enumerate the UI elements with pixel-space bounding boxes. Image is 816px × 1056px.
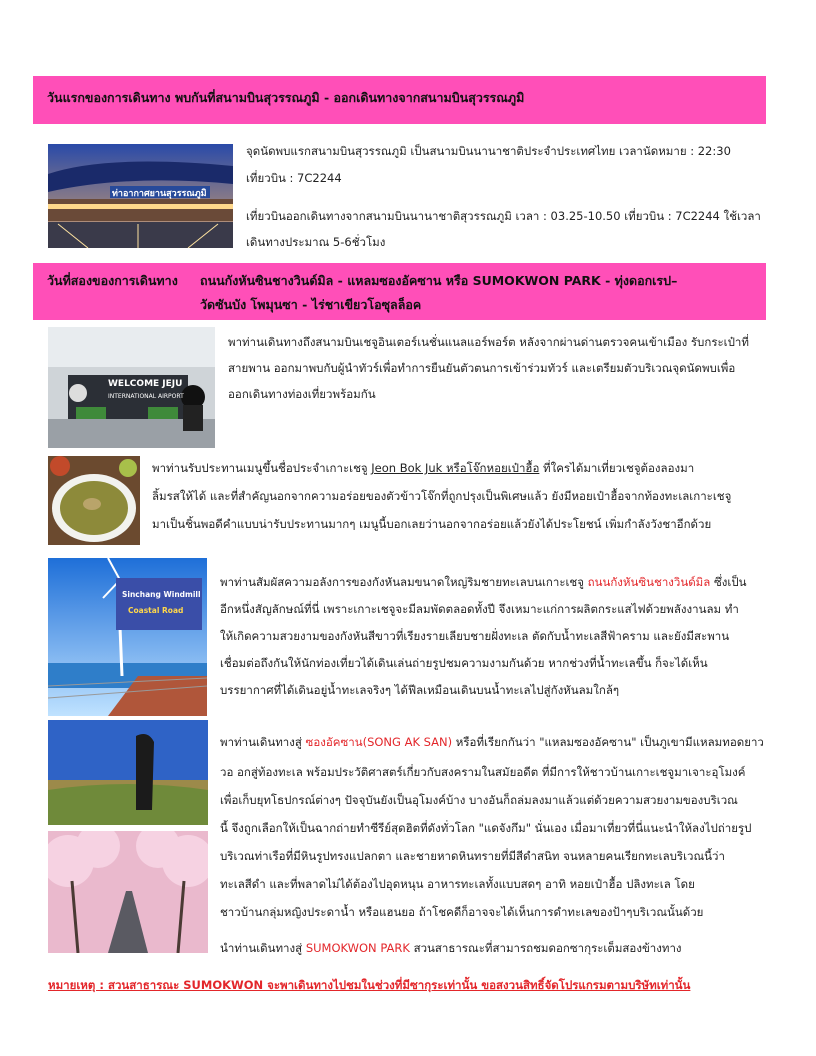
jeju-sign: WELCOME JEJU <box>108 379 183 389</box>
day1-meet-text: จุดนัดพบแรกสนามบินสุวรรณภูมิ เป็นสนามบินนานาชาติประจำประเทศไทย เวลานัดหมาย : 22:30 <box>246 144 731 158</box>
song-text-1 <box>220 730 764 754</box>
airport-sign: ท่าอากาศยานสุวรรณภูมิ <box>112 189 207 199</box>
day2-banner <box>33 263 766 320</box>
song-text-2: วอ อกสู่ท้องทะเล พร้อมประวัติศาสตร์เกี่ยวกับสงครามในสมัยอดีต ที่มีการให้ชาวบ้านเกาะเชจูมาเจาะอุโมงค์ <box>220 765 746 779</box>
song-text-5: บริเวณท่าเรือที่มีหินรูปทรงแปลกตา และชายหาดหินทรายที่มีสีดำสนิท จนหลายคนเรียกทะเลบริเวณนี้ว่า <box>220 849 725 863</box>
day2-banner-route-2: วัดซันบัง โพมุนซา - ไร่ชาเขียวโอซุลล็อค <box>200 297 422 312</box>
wind-text-2: อีกหนึ่งสัญลักษณ์ที่นี่ เพราะเกาะเชจูจะมีลมพัดตลอดทั้งปี จึงเหมาะแก่การผลิตกระแสไฟด้วยพลังงานลม ทำ <box>220 602 739 616</box>
jeju-airport-photo <box>48 327 215 448</box>
song-text-post: หรือที่เรียกกันว่า "แหลมซองอัคซาน" เป็นภูเขามีแหลมทอดยาว <box>452 735 764 749</box>
windmill-sign-2: Coastal Road <box>128 606 184 615</box>
food-link[interactable]: Jeon Bok Juk หรือโจ๊กหอยเป๋าฮื้อ <box>371 461 540 475</box>
song-text-7: ชาวบ้านกลุ่มหญิงประดาน้ำ หรือแฮนยอ ถ้าโชคดีก็อาจจะได้เห็นการดำทะเลของป้าๆบริเวณนั้นด้วย <box>220 905 704 919</box>
jeju-text-2: สายพาน ออกมาพบกับผู้นำทัวร์เพื่อทำการยืนยันตัวตนการเข้าร่วมทัวร์ และเตรียมตัวบริเวณจุดนัดพบเพื่อ <box>228 361 736 375</box>
wind-name: ถนนกังหันซินชางวินด์มิล <box>587 575 711 589</box>
jeju-sign-sub: INTERNATIONAL AIRPORT <box>108 393 184 400</box>
food-text-post: ที่ใครได้มาเที่ยวเชจูต้องลองมา <box>539 461 695 475</box>
abalone-porridge-photo <box>48 456 140 545</box>
airport-photo <box>48 144 233 248</box>
food-text-1 <box>152 456 694 480</box>
wind-text-post: ซึ่งเป็น <box>710 575 747 589</box>
jeju-text-3: ออกเดินทางท่องเที่ยวพร้อมกัน <box>228 387 376 401</box>
wind-text-pre: พาท่านสัมผัสความอลังการของกังหันลมขนาดใหญ่ริมชายทะเลบนเกาะเชจู <box>220 575 588 589</box>
day1-depart-text-2: เดินทางประมาณ 5-6ชั่วโมง <box>246 235 386 249</box>
wind-text-4: เชื่อมต่อถึงกันให้นักท่องเที่ยวได้เดินเล่นถ่ายรูปชมความงามกันด้วย หากช่วงที่น้ำทะเลขึ้น ก็จะได้เห็น <box>220 656 708 670</box>
windmill-photo <box>48 558 207 716</box>
footnote: หมายเหตุ : สวนสาธารณะ SUMOKWON จะพาเดินทางไปชมในช่วงที่มีซากุระเท่านั้น ขอสงวนสิทธิ์จัดโปรแกรมตามบริษัทเท่านั้น <box>48 978 691 992</box>
day1-banner-text: วันแรกของการเดินทาง พบกันที่สนามบินสุวรรณภูมิ - ออกเดินทางจากสนามบินสุวรรณภูมิ <box>47 90 525 105</box>
song-text-3: เพื่อเก็บยุทโธปกรณ์ต่างๆ ปัจจุบันยังเป็นอุโมงค์บ้าง บางอันก็ถล่มลงมาแล้วแต่ด้วยความสวยงามของบริเวณ <box>220 793 738 807</box>
wind-text-1 <box>220 570 746 594</box>
wind-text-5: บรรยากาศที่ได้เดินอยู่น้ำทะเลจริงๆ ได้ฟีลเหมือนเดินบนน้ำทะเลไปสู่กังหันลมใกล้ๆ <box>220 683 620 697</box>
windmill-sign-1: Sinchang Windmill <box>122 590 201 599</box>
food-text-3: มาเป็นชิ้นพอดีคำแบบน่ารับประทานมากๆ เมนูนี้บอกเลยว่านอกจากอร่อยแล้วยังได้ประโยชน์ เพิ่มกำลังวังชาอีกด้วย <box>152 517 712 531</box>
sumokwon-text-post: สวนสาธารณะที่สามารถชมดอกซากุระเต็มสองข้างทาง <box>409 941 682 955</box>
day1-flight: เที่ยวบิน : 7C2244 <box>246 171 342 185</box>
song-name: ซองอัคซาน(SONG AK SAN) <box>305 735 453 749</box>
jeju-text-1: พาท่านเดินทางถึงสนามบินเชจูอินเตอร์เนชั่นแนลแอร์พอร์ต หลังจากผ่านด่านตรวจคนเข้าเมือง รับกระเป๋าที่ <box>228 335 749 349</box>
day1-banner <box>33 76 766 124</box>
sumokwon-name: SUMOKWON PARK <box>305 941 410 955</box>
day2-banner-route-1: ถนนกังหันซินชางวินด์มิล - แหลมซองอัคซาน หรือ SUMOKWON PARK - ทุ่งดอกเรป– <box>200 273 678 288</box>
day1-depart-text-1: เที่ยวบินออกเดินทางจากสนามบินนานาชาติสุวรรณภูมิ เวลา : 03.25-10.50 เที่ยวบิน : 7C2244 ใช้เวลา <box>246 209 761 223</box>
song-text-6: ทะเลสีดำ และที่พลาดไม่ได้ต้องไปอุดหนุน อาหารทะเลทั้งแบบสดๆ อาทิ หอยเป๋าฮื้อ ปลิงทะเล โดย <box>220 877 695 891</box>
sumokwon-text <box>220 936 682 960</box>
sakura-photo <box>48 831 208 953</box>
wind-text-3: ให้เกิดความสวยงามของกังหันสีขาวที่เรียงรายเลียบชายฝั่งทะเล ตัดกับน้ำทะเลสีฟ้าคราม และยังมีสะพาน <box>220 629 730 643</box>
songaksan-photo <box>48 720 208 825</box>
sumokwon-text-pre: นำท่านเดินทางสู่ <box>220 941 306 955</box>
food-text-2: ลิ้มรสให้ได้ และที่สำคัญนอกจากความอร่อยของตัวข้าวโจ๊กที่ถูกปรุงเป็นพิเศษแล้ว ยังมีหอยเป๋าฮื้อจากท้องทะเลเกาะเชจู <box>152 489 732 503</box>
food-text-pre: พาท่านรับประทานเมนูขึ้นชื่อประจำเกาะเชจู <box>152 461 372 475</box>
song-text-pre: พาท่านเดินทางสู่ <box>220 735 306 749</box>
day2-banner-label: วันที่สองของการเดินทาง <box>47 273 178 288</box>
song-text-4: นี้ จึงถูกเลือกให้เป็นฉากถ่ายทำซีรีย์สุดฮิตที่ดังทั่วโลก "แดจังกึม" นั่นเอง เมื่อมาเที่ยวที่นี่แนะนำให้ลงไปถ่ายรูป <box>220 821 752 835</box>
